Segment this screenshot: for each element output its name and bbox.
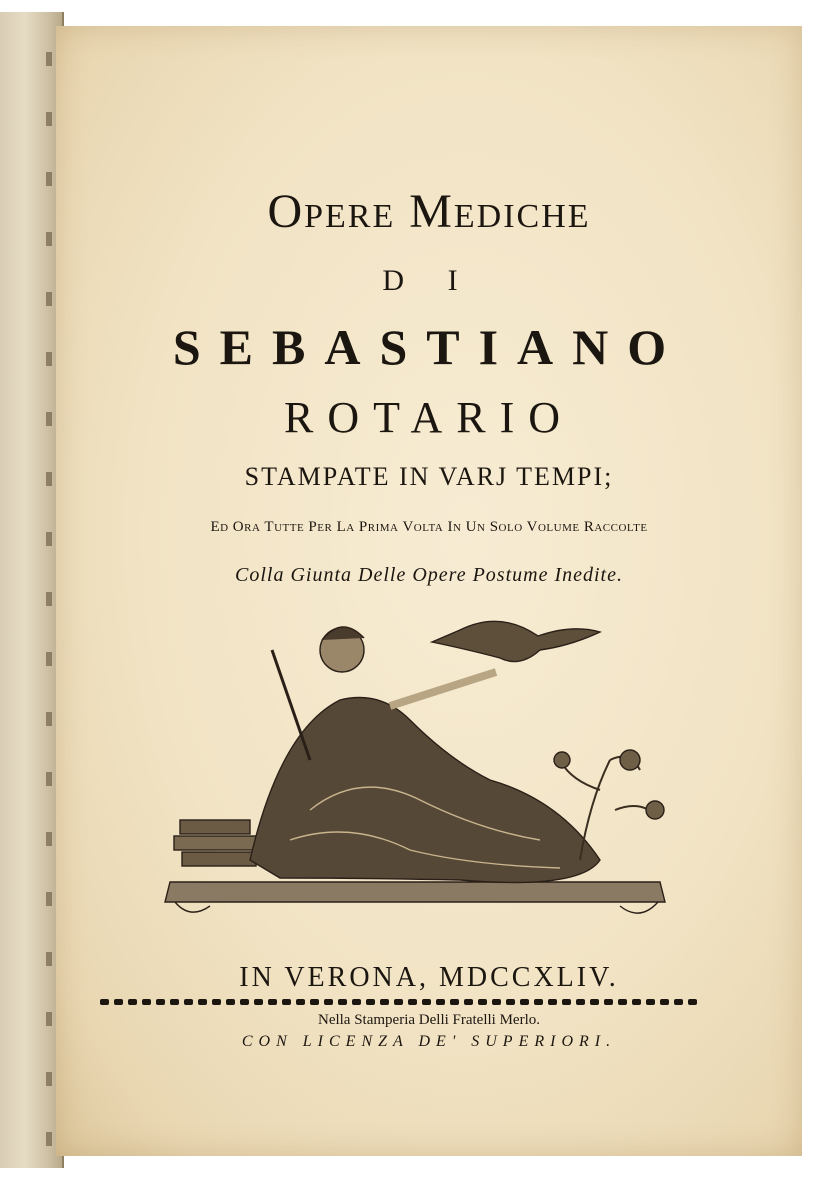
ornament-piece xyxy=(268,999,277,1005)
ornament-piece xyxy=(506,999,515,1005)
ornament-piece xyxy=(128,999,137,1005)
ornament-piece xyxy=(534,999,543,1005)
ornament-piece xyxy=(520,999,529,1005)
engraving-illustration xyxy=(160,610,672,930)
ornament-piece xyxy=(660,999,669,1005)
ornament-piece xyxy=(492,999,501,1005)
ornament-piece xyxy=(142,999,151,1005)
ornament-piece xyxy=(590,999,599,1005)
ornament-piece xyxy=(254,999,263,1005)
ornament-piece xyxy=(576,999,585,1005)
ornament-piece xyxy=(324,999,333,1005)
title-line-di: D I xyxy=(382,264,476,297)
subtitle-giunta: Colla Giunta Delle Opere Postume Inedite. xyxy=(235,564,623,586)
ornament-piece xyxy=(632,999,641,1005)
ornament-piece xyxy=(282,999,291,1005)
ornament-piece xyxy=(380,999,389,1005)
ornament-piece xyxy=(296,999,305,1005)
binding-stitches xyxy=(46,52,52,1162)
ornament-piece xyxy=(464,999,473,1005)
imprint-printer: Nella Stamperia Delli Fratelli Merlo. xyxy=(317,1012,541,1028)
imprint-place-date: IN VERONA, MDCCXLIV. xyxy=(239,962,619,993)
ornament-piece xyxy=(646,999,655,1005)
ornament-piece xyxy=(604,999,613,1005)
ornament-piece xyxy=(100,999,109,1005)
ornament-piece xyxy=(436,999,445,1005)
ornament-piece xyxy=(114,999,123,1005)
ornament-piece xyxy=(422,999,431,1005)
ornament-piece xyxy=(674,999,683,1005)
ornament-piece xyxy=(548,999,557,1005)
ornament-piece xyxy=(450,999,459,1005)
ornament-piece xyxy=(212,999,221,1005)
ornament-piece xyxy=(240,999,249,1005)
ornament-piece xyxy=(562,999,571,1005)
ornament-piece xyxy=(688,999,697,1005)
author-first-name: SEBASTIANO xyxy=(172,319,686,375)
ornament-piece xyxy=(408,999,417,1005)
ornament-piece xyxy=(366,999,375,1005)
imprint-license: CON LICENZA DE' SUPERIORI. xyxy=(241,1033,617,1050)
book-spine xyxy=(0,12,64,1168)
author-last-name: ROTARIO xyxy=(283,393,575,442)
ornament-piece xyxy=(198,999,207,1005)
subtitle-raccolte: Ed Ora Tutte Per La Prima Volta In Un Solo Volume Raccolte xyxy=(210,519,648,535)
ornament-piece xyxy=(478,999,487,1005)
title-line-opere-mediche: Opere Mediche xyxy=(267,185,591,238)
ornament-piece xyxy=(170,999,179,1005)
ornament-piece xyxy=(338,999,347,1005)
ornament-piece xyxy=(184,999,193,1005)
ornament-piece xyxy=(618,999,627,1005)
ornament-piece xyxy=(310,999,319,1005)
ornament-piece xyxy=(226,999,235,1005)
subtitle-stampate: STAMPATE IN VARJ TEMPI; xyxy=(244,462,614,491)
ornament-piece xyxy=(352,999,361,1005)
ornament-rule xyxy=(98,996,700,1008)
ornament-piece xyxy=(156,999,165,1005)
ornament-piece xyxy=(394,999,403,1005)
